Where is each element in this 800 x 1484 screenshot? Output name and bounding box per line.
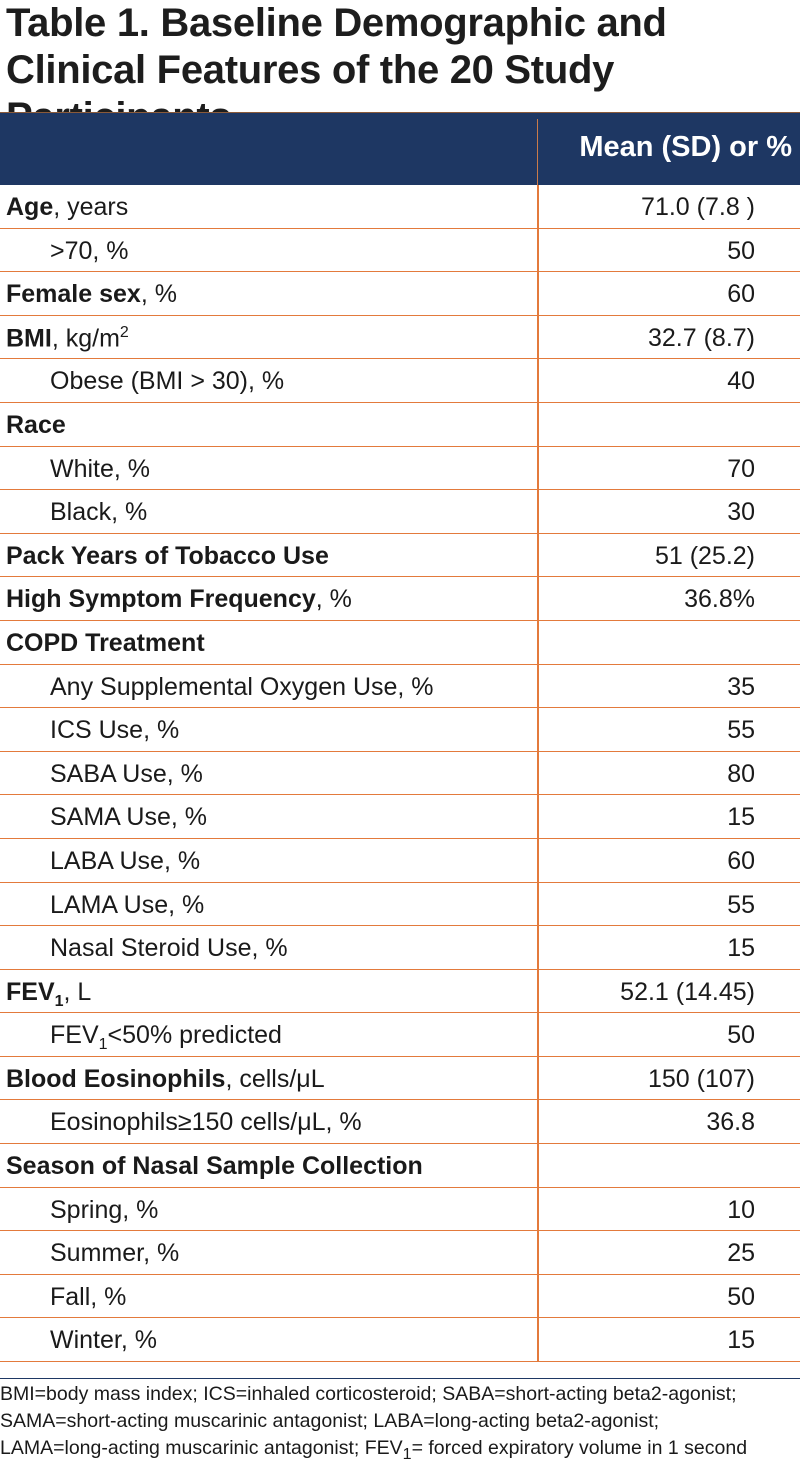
row-value: 15	[727, 934, 755, 963]
column-divider	[537, 403, 539, 446]
column-divider	[537, 447, 539, 490]
column-divider	[537, 229, 539, 272]
row-label: $FEV_1<50\%$ predicted	[50, 1021, 282, 1054]
row-value: 15	[727, 803, 755, 832]
table-row	[0, 316, 800, 360]
row-label: Race	[6, 410, 66, 439]
table-row	[0, 447, 800, 491]
row-value: 35	[727, 672, 755, 701]
table-row	[0, 1144, 800, 1188]
column-divider	[537, 534, 539, 577]
table-row	[0, 185, 800, 229]
table-row	[0, 1013, 800, 1057]
row-value: 40	[727, 367, 755, 396]
column-divider	[537, 1144, 539, 1187]
row-label: $FEV_1$, L	[6, 977, 92, 1010]
row-value: 150 (107)	[647, 1064, 755, 1093]
column-divider	[537, 708, 539, 751]
value-column-header: Mean (SD) or %	[579, 131, 792, 163]
table-row	[0, 665, 800, 709]
row-label: White, %	[50, 454, 151, 483]
table-row	[0, 1188, 800, 1232]
row-label: Age, years	[6, 193, 129, 221]
table-row	[0, 839, 800, 883]
table-row	[0, 1231, 800, 1275]
row-label: SAMA Use, %	[50, 803, 207, 832]
column-divider	[537, 272, 539, 315]
table-row	[0, 1318, 800, 1362]
table-row	[0, 926, 800, 970]
column-divider	[537, 970, 539, 1013]
column-divider	[537, 119, 538, 185]
row-value: 50	[727, 236, 755, 265]
row-label: LABA Use, %	[50, 846, 201, 875]
row-label: Nasal Steroid Use, %	[50, 934, 288, 963]
table-title: Table 1. Baseline Demographic and Clinical Features of the 20 Study	[6, 1, 667, 92]
row-label: Any Supplemental Oxygen Use, %	[50, 672, 434, 701]
column-divider	[537, 1275, 539, 1318]
row-value: 60	[727, 846, 755, 875]
table-row	[0, 752, 800, 796]
row-label: Obese (BMI > 30), %	[50, 367, 285, 396]
row-value: 50	[727, 1021, 755, 1050]
footnote-line-1: BMI=body mass index; ICS=inhaled corticosteroid; SABA=short-acting beta2-agonist;	[0, 1383, 737, 1405]
row-value: 55	[727, 716, 755, 745]
column-divider	[537, 359, 539, 402]
table-row	[0, 883, 800, 927]
row-value: 32.7 (8.7)	[647, 323, 755, 352]
footnote-line-2: SAMA=short-acting muscarinic antagonist; LABA=long-acting beta2-agonist;	[0, 1410, 660, 1432]
table-row	[0, 1057, 800, 1101]
row-value: 25	[727, 1239, 755, 1268]
row-value: 52.1 (14.45)	[620, 977, 755, 1006]
column-divider	[537, 926, 539, 969]
table-row	[0, 534, 800, 578]
row-value: 51 (25.2)	[654, 541, 755, 570]
row-label: SABA Use, %	[50, 759, 203, 788]
row-label: Pack Years of Tobacco Use	[6, 541, 329, 570]
table-row	[0, 403, 800, 447]
row-value: 10	[727, 1195, 755, 1224]
row-value: 30	[727, 498, 755, 527]
row-value: 71.0 (7.8 )	[641, 193, 755, 221]
row-label: ICS Use, %	[50, 716, 180, 745]
table-row	[0, 359, 800, 403]
table-row	[0, 970, 800, 1014]
row-label: Blood Eosinophils, cells/μL	[6, 1064, 325, 1093]
column-divider	[537, 795, 539, 838]
table-row	[0, 1100, 800, 1144]
column-divider	[537, 839, 539, 882]
row-label: Black, %	[50, 498, 148, 527]
column-divider	[537, 621, 539, 664]
column-divider	[537, 752, 539, 795]
row-label: Summer, %	[50, 1239, 180, 1268]
row-label: Fall, %	[50, 1282, 127, 1311]
table-header	[0, 112, 800, 185]
table-row	[0, 272, 800, 316]
table-body	[0, 185, 800, 1362]
column-divider	[537, 185, 539, 228]
row-value: 80	[727, 759, 755, 788]
column-divider	[537, 577, 539, 620]
row-value: 36.8	[706, 1108, 755, 1137]
footnote-line-3: LAMA=long-acting muscarinic antagonist; $FEV_1=$ forced expiratory volume in 1 second	[0, 1437, 748, 1463]
row-value: 55	[727, 890, 755, 919]
table-row	[0, 708, 800, 752]
row-label: Season of Nasal Sample Collection	[6, 1152, 423, 1181]
column-divider	[537, 1188, 539, 1231]
table-row	[0, 621, 800, 665]
column-divider	[537, 1013, 539, 1056]
table-row	[0, 577, 800, 621]
column-divider	[537, 1057, 539, 1100]
table-row	[0, 1275, 800, 1319]
row-value: 60	[727, 280, 755, 309]
column-divider	[537, 883, 539, 926]
column-divider	[537, 1318, 539, 1361]
row-label: BMI, $kg/m^2$	[6, 323, 129, 353]
row-label: COPD Treatment	[6, 628, 205, 657]
row-label: High Symptom Frequency, %	[6, 585, 352, 614]
table-row	[0, 795, 800, 839]
column-divider	[537, 1100, 539, 1143]
row-value: 50	[727, 1282, 755, 1311]
row-label: Female sex, %	[6, 280, 177, 309]
row-value: 36.8%	[684, 585, 755, 614]
row-label: Eosinophils≥150 cells/μL, %	[50, 1108, 362, 1137]
table-row	[0, 490, 800, 534]
column-divider	[537, 490, 539, 533]
column-divider	[537, 1231, 539, 1274]
row-label: LAMA Use, %	[50, 890, 205, 919]
data-table	[0, 112, 800, 1362]
column-divider	[537, 316, 539, 359]
row-label: Spring, %	[50, 1195, 159, 1224]
row-value: 15	[727, 1326, 755, 1355]
row-value: 70	[727, 454, 755, 483]
row-label: Winter, %	[50, 1326, 157, 1355]
table-footnote	[0, 1378, 800, 1468]
table-row	[0, 229, 800, 273]
column-divider	[537, 665, 539, 708]
row-label: >70, %	[50, 236, 129, 265]
